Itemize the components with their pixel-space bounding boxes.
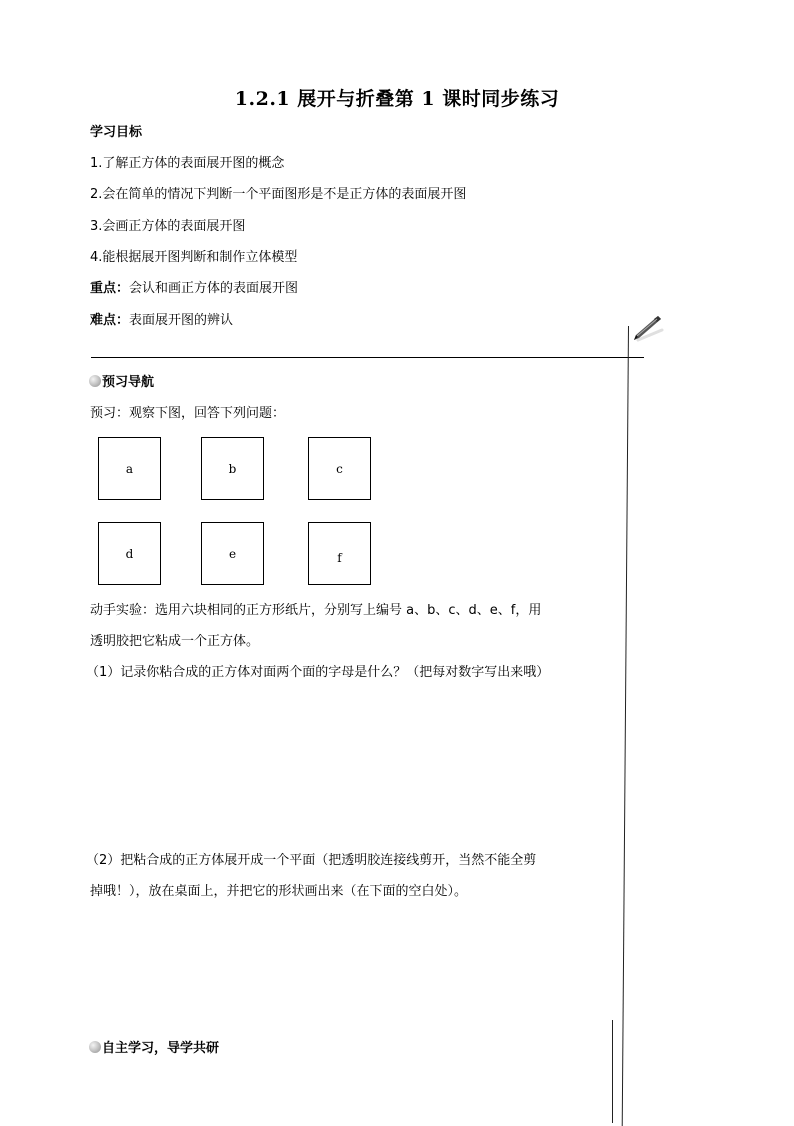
difficulty-point: [90, 313, 233, 329]
objective-item: 2.会在简单的情况下判断一个平面图形是不是正方体的表面展开图: [90, 187, 467, 202]
objective-item: 1.了解正方体的表面展开图的概念: [90, 156, 285, 171]
preview-intro: 预习：观察下图，回答下列问题：: [90, 406, 286, 421]
pen-icon: [628, 310, 664, 346]
section-divider: [91, 357, 644, 358]
page-title: 1.2.1 展开与折叠第 1 课时同步练习: [234, 88, 560, 110]
square-f: f: [308, 522, 371, 585]
preview-heading: [89, 375, 154, 391]
objectives-heading: 学习目标: [90, 125, 143, 140]
key-point-label: 重点：: [90, 281, 130, 296]
sphere-bullet-icon: [89, 1041, 101, 1053]
difficulty-text: 表面展开图的辨认: [129, 313, 234, 328]
objective-item: 4.能根据展开图判断和制作立体模型: [90, 250, 298, 265]
difficulty-label: 难点：: [90, 313, 130, 328]
self-study-heading: [89, 1041, 219, 1057]
square-d: d: [98, 522, 161, 585]
question-2-line1: （2）把粘合成的正方体展开成一个平面（把透明胶连接线剪开，当然不能全剪: [86, 853, 537, 868]
experiment-text-line2: 透明胶把它粘成一个正方体。: [90, 634, 260, 649]
experiment-text-line1: 动手实验：选用六块相同的正方形纸片，分别写上编号 a、b、c、d、e、f，用: [90, 603, 542, 618]
square-b: b: [201, 437, 264, 500]
question-1: （1）记录你粘合成的正方体对面两个面的字母是什么？（把每对数字写出来哦）: [86, 665, 550, 680]
margin-line-short: [612, 1020, 613, 1123]
self-study-heading-text: 自主学习，导学共研: [102, 1041, 220, 1056]
key-point-text: 会认和画正方体的表面展开图: [129, 281, 299, 296]
preview-heading-text: 预习导航: [102, 375, 155, 390]
question-2-line2: 掉哦！），放在桌面上，并把它的形状画出来（在下面的空白处）。: [90, 884, 468, 899]
margin-line: [622, 326, 629, 1126]
square-a: a: [98, 437, 161, 500]
square-c: c: [308, 437, 371, 500]
square-e: e: [201, 522, 264, 585]
key-point: [90, 281, 298, 297]
sphere-bullet-icon: [89, 375, 101, 387]
objective-item: 3.会画正方体的表面展开图: [90, 219, 246, 234]
